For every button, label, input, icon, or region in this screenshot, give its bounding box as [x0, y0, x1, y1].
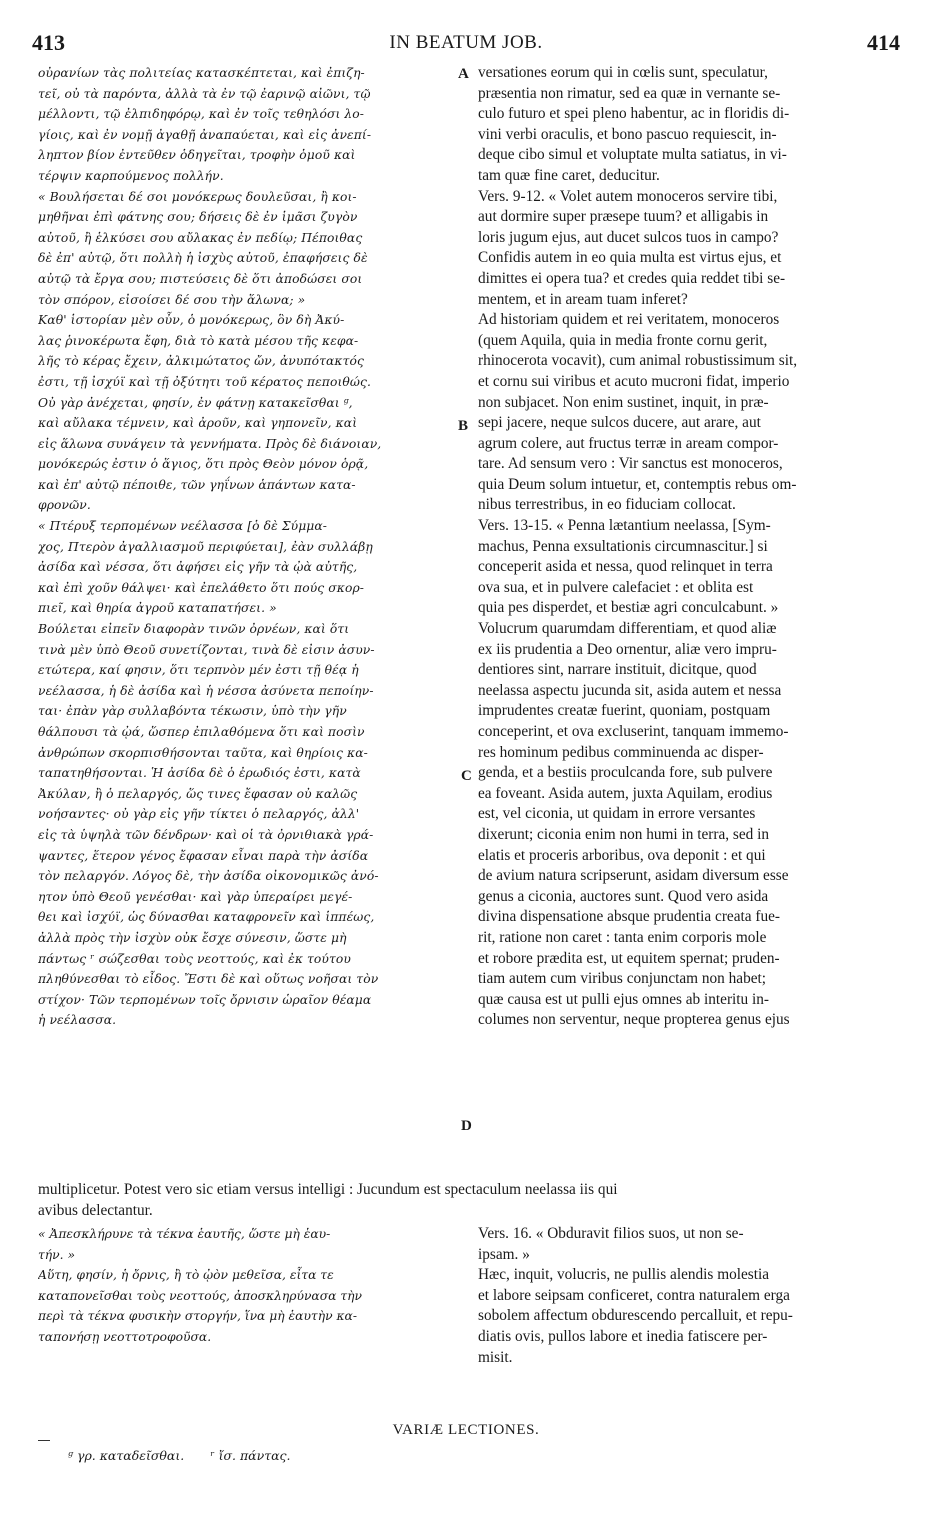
text-line: culo futuro et spei pleno habentur, ac in floridis di- — [478, 105, 790, 123]
page-header — [0, 30, 932, 60]
text-line: ψαντες, ἕτερον γένος ἔφασαν εἶναι παρὰ τὴν ἀσίδα — [38, 848, 369, 863]
text-line: nibus terrestribus, in eo fiduciam collocat. — [478, 496, 736, 514]
footnote-r: ʳ ἴσ. πάντας. — [210, 1448, 291, 1463]
text-line: μέλλοντι, τῷ ἐλπιδηφόρῳ, καὶ ἐν τοῖς τεθηλόσι λο- — [38, 107, 365, 122]
text-line: imprudentes creatæ fuerint, quoniam, postquam — [478, 702, 771, 720]
text-line: misit. — [478, 1348, 513, 1366]
text-line: πάντως ʳ σώζεσθαι τοὺς νεοττούς, καὶ ἐκ τούτου — [38, 951, 351, 966]
text-line: ova sua, et in pulvere calefaciet : et oblita est — [478, 578, 754, 596]
text-line: agrum colere, aut fructus terræ in aream compor- — [478, 434, 779, 452]
text-line: divina dispensatione absque prudentia creata fue- — [478, 908, 780, 926]
text-line: et labore seipsam conficeret, contra naturalem erga — [478, 1286, 790, 1304]
text-line: rit, ratione non caret : tanta enim corporis mole — [478, 928, 767, 946]
text-line: ἡ νεέλασσα. — [38, 1013, 117, 1028]
text-line: quæ causa est ut pulli ejus omnes ab interitu in- — [478, 990, 770, 1008]
text-line: elatis et proceris arboribus, ova deponit : et qui — [478, 846, 766, 864]
text-line: νεέλασσα, ἡ δὲ ἀσίδα καὶ ἡ νέσσα ἀσύνετα πεποίην- — [38, 683, 374, 698]
text-line: « Πτέρυξ τερπομένων νεέλασσα [ὁ δὲ Σύμμα- — [38, 519, 328, 534]
footnotes — [68, 1448, 291, 1463]
text-line: deque cibo simul et voluptate multa satiatus, in vi- — [478, 146, 787, 164]
text-line: μηθῆναι ἐπὶ φάτνης σου; δήσεις δὲ ἐν ἱμᾶσι ζυγὸν — [38, 210, 358, 225]
text-line: τεῖ, οὐ τὰ παρόντα, ἀλλὰ τὰ ἐν τῷ ἐαρινῷ αἰῶνι, τῷ — [38, 86, 371, 101]
text-line: Καθ' ἱστορίαν μὲν οὖν, ὁ μονόκερως, ὃν δὴ Ἀκύ- — [38, 313, 345, 328]
text-line: ex iis prudentia a Deo ornentur, aliæ vero impru- — [478, 640, 777, 658]
text-line: Vers. 9-12. « Volet autem monoceros servire tibi, — [478, 187, 778, 205]
full-width-text — [38, 1180, 898, 1221]
text-line: quia Deum solum intuetur, et, contemptis rebus om- — [478, 475, 797, 493]
section-marker-d: D — [461, 1118, 472, 1134]
text-line: ετώτερα, καί φησιν, ὅτι τερπνὸν μέν ἐστι τῇ θέᾳ ἡ — [38, 663, 359, 678]
text-line: ταπονήσῃ νεοττοτροφοῦσα. — [38, 1329, 212, 1344]
text-line: ἀνθρώπων σκορπισθήσονται ταῦτα, καὶ θηρίοις κα- — [38, 745, 368, 760]
text-line: Hæc, inquit, volucris, ne pullis alendis molestia — [478, 1266, 770, 1284]
text-line: quia pes disperdet, et bestiæ agri conculcabunt. » — [478, 599, 779, 617]
page-number-right: 414 — [867, 30, 900, 55]
text-line: καὶ ἐπ' αὐτῷ πέποιθε, τῶν γηΐνων ἁπάντων κατα- — [38, 477, 356, 492]
text-line: νοήσαντες· οὐ γὰρ εἰς γῆν τίκτει ὁ πελαργός, ἀλλ' — [38, 807, 360, 822]
text-line: vini verbi oraculis, et bono pascuo requiescit, in- — [478, 125, 777, 143]
text-line: tam quæ fine caret, deducitur. — [478, 166, 660, 184]
text-line: sepi jacere, neque sulcos ducere, aut arare, aut — [478, 414, 761, 432]
text-line: dixerunt; ciconia enim non humi in terra, sed in — [478, 825, 769, 843]
text-line: τὸν σπόρον, εἰσοίσει δέ σου τὴν ἅλωνα; » — [38, 292, 306, 307]
text-line: dimittes ei opera tua? et credes quia reddet tibi se- — [478, 269, 786, 287]
text-line: neelassa aspectu jucunda sit, asida autem et nessa — [478, 681, 782, 699]
text-line: genda, et a bestiis proculcanda fore, sub pulvere — [478, 764, 773, 782]
section-marker-a: A — [458, 66, 469, 82]
text-line: conceperint, et ova excluserint, tanquam immemo- — [478, 723, 789, 740]
text-line: columes non serventur, neque propterea genus ejus — [478, 1011, 790, 1029]
text-line: δὲ ἐπ' αὐτῷ, ὅτι πολλὴ ἡ ἰσχὺς αὐτοῦ, ἐπαφήσεις δὲ — [38, 251, 368, 266]
text-line: mentem, et in aream tuam inferet? — [478, 290, 688, 308]
greek-column — [38, 63, 458, 1031]
text-line: Ad historiam quidem et rei veritatem, monoceros — [478, 311, 780, 329]
footnote-rule — [38, 1440, 50, 1441]
text-line: versationes eorum qui in cœlis sunt, speculatur, — [478, 64, 768, 81]
text-line: Vers. 16. « Obduravit filios suos, ut non se- — [478, 1225, 744, 1242]
text-line: ταπατηθήσονται. Ἡ ἀσίδα δὲ ὁ ἐρωδιός ἐστι, κατὰ — [38, 766, 361, 781]
text-line: ἀλλὰ πρὸς τὴν ἰσχὺν οὐκ ἔσχε σύνεσιν, ὥστε μὴ — [38, 930, 347, 945]
text-line: et robore prædita est, ut equitem spernat; pruden- — [478, 949, 780, 967]
section-marker-b: B — [458, 418, 469, 434]
text-line: θει καὶ ἰσχύϊ, ὡς δύνασθαι καταφρονεῖν καὶ ἱππέως, — [38, 910, 375, 925]
variae-lectiones-heading: VARIÆ LECTIONES. — [392, 1422, 540, 1438]
text-line: Ἀκύλαν, ἢ ὁ πελαργός, ὥς τινες ἔφασαν οὐ καλῶς — [38, 786, 358, 801]
text-line: conceperit asida et nessa, quod relinquet in terra — [478, 558, 773, 576]
text-line: λῆς τὸ κέρας ἔχειν, ἀλκιμώτατος ὤν, ἀνυπότακτός — [38, 354, 364, 369]
text-line: ea foveant. Asida autem, juxta Aquilam, erodius — [478, 784, 773, 802]
text-line: τινὰ μὲν ὑπὸ Θεοῦ συνετίζονται, τινὰ δὲ εἰσιν ἀσυν- — [38, 642, 375, 657]
text-line: καὶ αὔλακα τέμνειν, καὶ ἀροῦν, καὶ γηπονεῖν, καὶ — [38, 416, 358, 431]
text-line: sobolem affectum obdurescendo percalluit, et repu- — [478, 1307, 793, 1325]
text-line: ται· ἐπὰν γὰρ συλλαβόντα τέκωσιν, ὑπὸ τὴν γῆν — [38, 704, 347, 719]
text-line: dentiores sint, narrare instituit, dicitque, quod — [478, 661, 757, 679]
text-line: machus, Penna exsultationis circumnascitur.] si — [478, 537, 768, 555]
text-line: αὐτῷ τὰ ἔργα σου; πιστεύσεις δὲ ὅτι ἀποδώσει σοι — [38, 271, 363, 286]
text-line: non subjacet. Non enim sustinet, inquit, in præ- — [478, 393, 769, 411]
text-line: τήν. » — [38, 1247, 75, 1262]
text-line: Vers. 13-15. « Penna lætantium neelassa, [Sym- — [478, 517, 771, 535]
text-line: Βούλεται εἰπεῖν διαφορὰν τινῶν ὀρνέων, καὶ ὅτι — [38, 622, 350, 637]
text-line: præsentia non rimatur, sed ea quæ in vernante se- — [478, 84, 781, 102]
text-line: τέρψιν καρπούμενος πολλήν. — [38, 168, 224, 183]
text-line: λας ῥινοκέρωτα ἔφη, διὰ τὸ κατὰ μέσου τῆς κεφα- — [38, 333, 359, 348]
text-line: πιεῖ, καὶ θηρία ἀγροῦ καταπατήσει. » — [38, 601, 277, 616]
text-line: φρονῶν. — [38, 498, 91, 513]
latin-column-lower — [478, 1224, 898, 1368]
text-line: est, vel ciconia, ut quidam in errore versantes — [478, 805, 756, 823]
greek-column-lower — [38, 1224, 458, 1348]
text-line: καὶ ἐπὶ χοῦν θάλψει· καὶ ἐπελάθετο ὅτι πούς σκορ- — [38, 580, 365, 595]
text-line: οὐρανίων τὰς πολιτείας κατασκέπτεται, καὶ ἐπιζη- — [38, 66, 365, 80]
text-line: tare. Ad sensum vero : Vir sanctus est monoceros, — [478, 455, 783, 473]
text-line: χος, Πτερὸν ἀγαλλιασμοῦ περιφύεται], ἐὰν συλλάβῃ — [38, 539, 373, 554]
text-line: « Ἀπεσκλήρυνε τὰ τέκνα ἑαυτῆς, ὥστε μὴ ἑαυ- — [38, 1227, 331, 1241]
running-title: IN BEATUM JOB. — [389, 32, 543, 53]
text-line: et cornu sui viribus et acuto mucroni fidat, imperio — [478, 372, 790, 390]
latin-column — [478, 63, 898, 1031]
text-line: aut dormire super præsepe tuum? et alligabis in — [478, 208, 769, 226]
text-line: ητον ὑπὸ Θεοῦ γενέσθαι· καὶ γὰρ ὑπεραίρει μεγέ- — [38, 889, 353, 904]
text-line: Confidis autem in eo quia multa est virtus ejus, et — [478, 249, 782, 267]
text-line: γίοις, καὶ ἐν νομῇ ἀγαθῇ ἀναπαύεται, καὶ εἰς ἀνεπί- — [38, 127, 372, 142]
section-marker-c: C — [461, 768, 472, 784]
text-line: Οὐ γὰρ ἀνέχεται, φησίν, ἐν φάτνῃ κατακεῖσθαι ᵍ, — [38, 395, 353, 410]
text-line: avibus delectantur. — [38, 1201, 153, 1219]
text-line: τὸν πελαργόν. Λόγος δὲ, τὴν ἀσίδα οἰκονομικῶς ἀνό- — [38, 869, 379, 884]
text-line: loris jugum ejus, aut ducet sulcos tuos in campo? — [478, 228, 779, 246]
text-line: Volucrum quarumdam differentiam, et quod aliæ — [478, 620, 777, 638]
text-line: tiam autem cum viribus conjunctam non habet; — [478, 970, 767, 988]
text-line: αὐτοῦ, ἢ ἑλκύσει σου αὔλακας ἐν πεδίῳ; Πέποιθας — [38, 230, 363, 245]
text-line: καταπονεῖσθαι τοὺς νεοττούς, ἀποσκληρύνασα τὴν — [38, 1288, 362, 1303]
text-line: θάλπουσι τὰ ᾠά, ὥσπερ ἐπιλαθόμενα ὅτι καὶ ποσὶν — [38, 725, 365, 739]
text-line: de avium natura scripserunt, asidam diversum esse — [478, 867, 789, 885]
text-line: « Βουλήσεται δέ σοι μονόκερως δουλεῦσαι, ἢ κοι- — [38, 189, 357, 204]
text-line: ἀσίδα καὶ νέσσα, ὅτι ἀφήσει εἰς γῆν τὰ ᾠὰ αὐτῆς, — [38, 560, 358, 575]
text-line: genus a ciconia, auctores sunt. Quod vero asida — [478, 887, 769, 905]
text-line: ἐστι, τῇ ἰσχύϊ καὶ τῇ ὀξύτητι τοῦ κέρατος πεποιθώς. — [38, 374, 372, 389]
footnote-q: ᵍ γρ. καταδεῖσθαι. — [68, 1448, 185, 1463]
text-line: εἰς τὰ ὑψηλὰ τῶν δένδρων· καὶ οἱ τὰ ὀρνιθιακὰ γρά- — [38, 827, 374, 842]
text-line: res hominum pedibus comminuenda ac disper- — [478, 743, 764, 761]
text-line: Αὕτη, φησίν, ἡ ὄρνις, ἢ τὸ ᾠὸν μεθεῖσα, εἶτα τε — [38, 1268, 334, 1283]
text-line: εἰς ἅλωνα συνάγειν τὰ γεννήματα. Πρὸς δὲ διάνοιαν, — [38, 436, 382, 451]
text-line: περὶ τὰ τέκνα φυσικὴν στοργήν, ἵνα μὴ ἑαυτὴν κα- — [38, 1309, 357, 1324]
text-line: πληθύνεσθαι τὸ εἶδος. Ἔστι δὲ καὶ οὕτως νοῆσαι τὸν — [38, 972, 379, 987]
text-line: diatis ovis, pullos labore et inedia fatiscere per- — [478, 1327, 768, 1345]
text-line: ληπτον βίον ἐντεῦθεν ὁδηγεῖται, τροφὴν ὁμοῦ καὶ — [38, 148, 356, 163]
text-line: rhinocerota vocavit), cum animal robustissimum sit, — [478, 352, 798, 370]
page-number-left: 413 — [32, 30, 65, 55]
text-line: ipsam. » — [478, 1245, 530, 1263]
text-line: μονόκερώς ἐστιν ὁ ἅγιος, ὅτι πρὸς Θεὸν μόνον ὁρᾷ, — [38, 457, 369, 472]
text-line: multiplicetur. Potest vero sic etiam versus intelligi : Jucundum est spectaculum neelassa iis qui — [38, 1181, 618, 1198]
text-line: (quem Aquila, quia in media fronte cornu gerit, — [478, 331, 768, 349]
text-line: στίχον· Τῶν τερπομένων τοῖς ὄρνισιν ὡραῖον θέαμα — [38, 992, 372, 1007]
